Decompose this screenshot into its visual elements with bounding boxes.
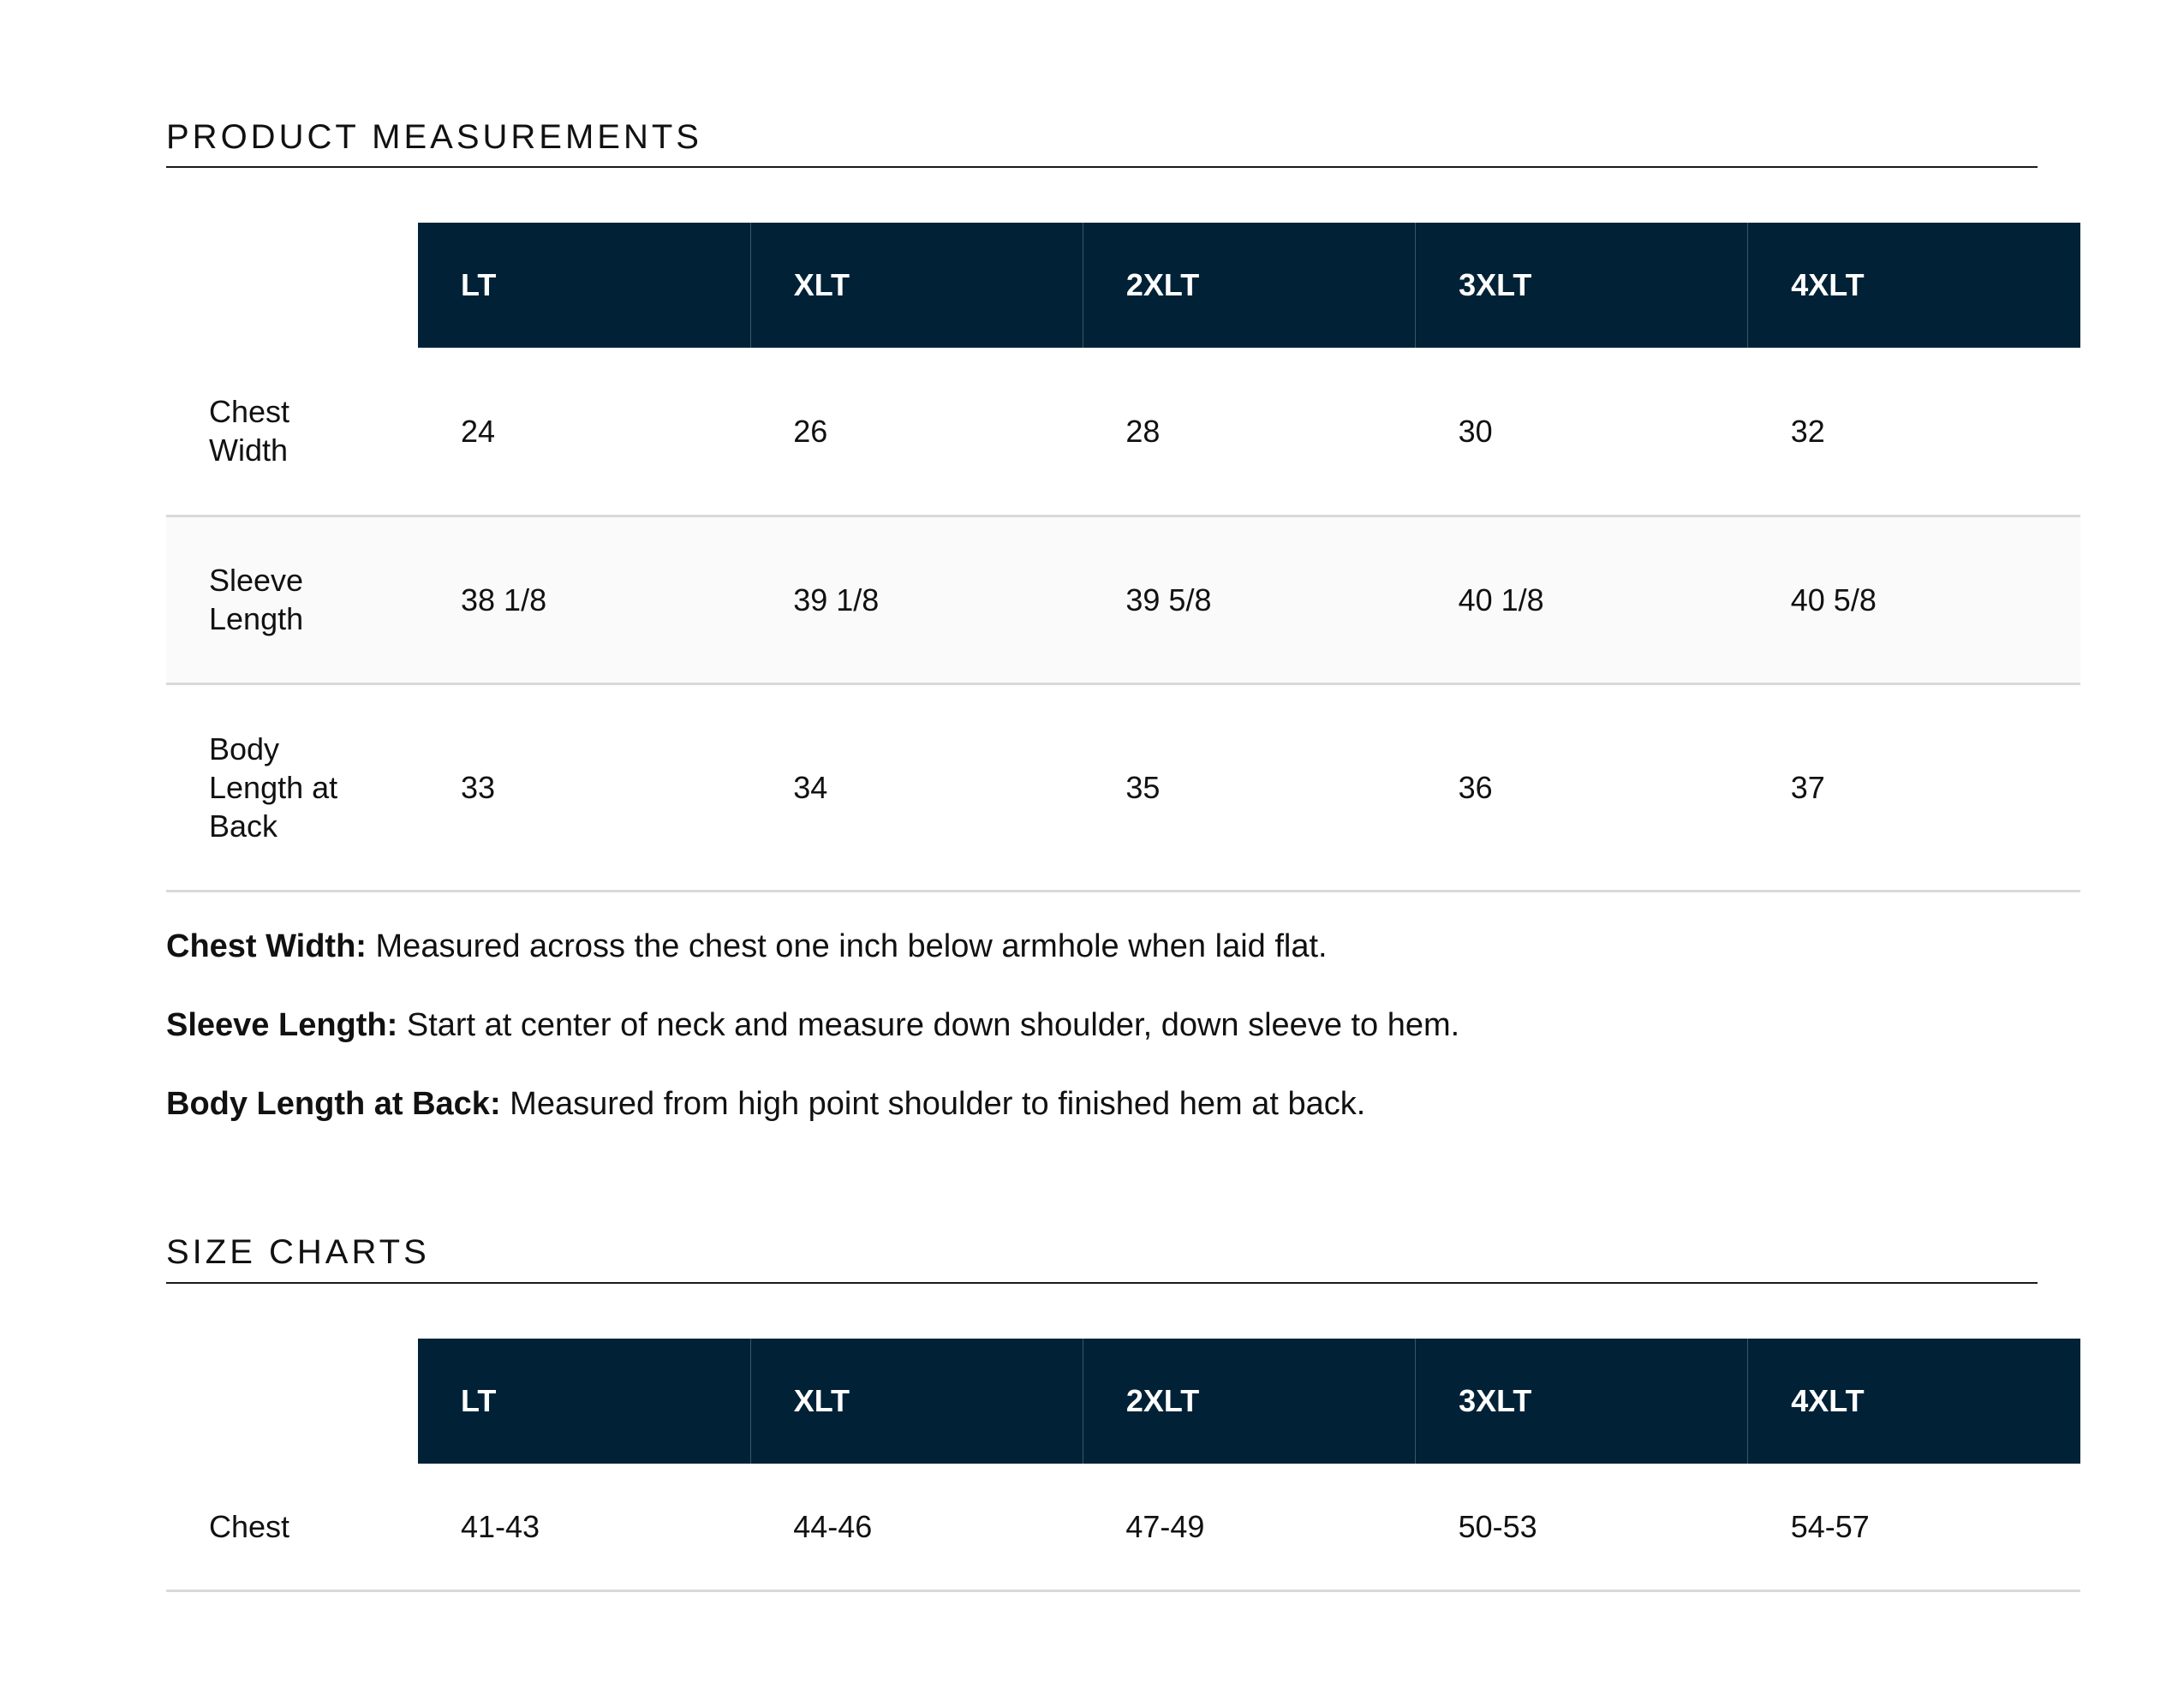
table-cell: 44-46 [750,1464,1083,1590]
table-cell: 38 1/8 [418,516,750,683]
section-divider [166,166,2038,168]
size-header: XLT [750,1339,1083,1464]
table-cell: 50-53 [1416,1464,1748,1590]
row-label: Sleeve Length [166,516,418,683]
note-sleeve-length: Sleeve Length: Start at center of neck and measure down shoulder, down sleeve to hem. [166,1007,1460,1043]
table-header-row [166,223,2080,348]
table-cell: 30 [1416,348,1748,516]
table-cell: 24 [418,348,750,516]
size-header: 2XLT [1083,223,1415,348]
table-row [166,683,2080,891]
table-cell: 40 5/8 [1748,516,2080,683]
table-cell: 28 [1083,348,1415,516]
size-header: XLT [750,223,1083,348]
table-header-row [166,1339,2080,1464]
section-divider [166,1282,2038,1284]
table-cell: 32 [1748,348,2080,516]
size-charts-title: SIZE CHARTS [166,1233,430,1271]
row-label: Chest Width [166,348,418,516]
product-measurements-title: PRODUCT MEASUREMENTS [166,118,702,156]
table-row [166,348,2080,516]
measurements-table [166,223,2080,892]
table-cell: 39 5/8 [1083,516,1415,683]
header-blank-cell [166,223,418,348]
table-cell: 35 [1083,683,1415,891]
table-cell: 26 [750,348,1083,516]
table-cell: 40 1/8 [1416,516,1748,683]
size-header: LT [418,223,750,348]
row-label: Body Length at Back [166,683,418,891]
note-body-length: Body Length at Back: Measured from high point shoulder to finished hem at back. [166,1086,1366,1122]
size-header: 4XLT [1748,223,2080,348]
size-header: 3XLT [1416,223,1748,348]
table-cell: 39 1/8 [750,516,1083,683]
size-chart-table [166,1339,2080,1592]
size-header: 4XLT [1748,1339,2080,1464]
size-header: LT [418,1339,750,1464]
size-header: 3XLT [1416,1339,1748,1464]
table-cell: 47-49 [1083,1464,1415,1590]
measurement-notes [166,927,2050,1163]
table-cell: 34 [750,683,1083,891]
table-cell: 41-43 [418,1464,750,1590]
table-cell: 37 [1748,683,2080,891]
table-cell: 33 [418,683,750,891]
size-header: 2XLT [1083,1339,1415,1464]
row-label: Chest [166,1464,418,1590]
table-cell: 54-57 [1748,1464,2080,1590]
table-row [166,516,2080,683]
header-blank-cell [166,1339,418,1464]
table-cell: 36 [1416,683,1748,891]
table-row [166,1464,2080,1590]
note-chest-width: Chest Width: Measured across the chest one inch below armhole when laid flat. [166,928,1328,964]
